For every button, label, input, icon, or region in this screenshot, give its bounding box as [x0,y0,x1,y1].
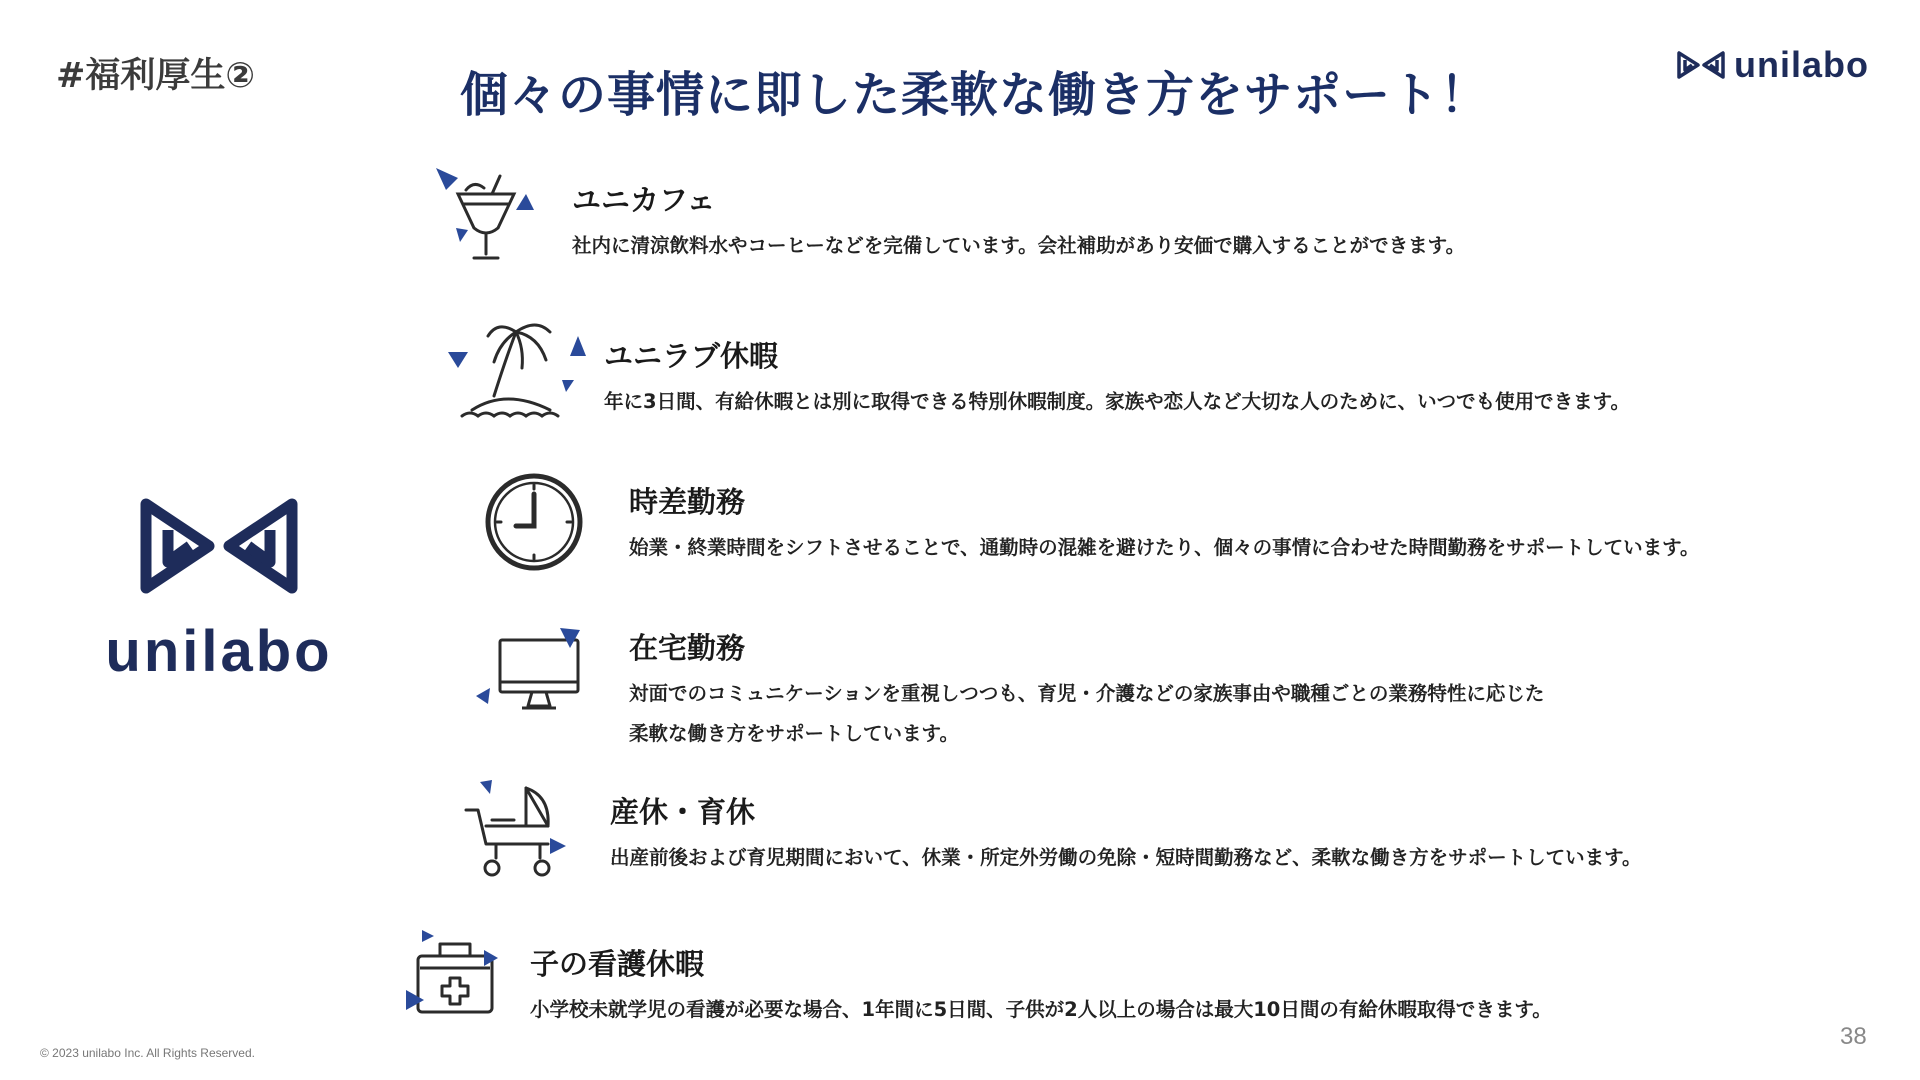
brand-logo-top [1676,44,1869,86]
benefit-title: 在宅勤務 [629,631,746,665]
copyright: © 2023 unilabo Inc. All Rights Reserved. [40,1046,255,1060]
benefit-title: 産休・育休 [610,795,756,829]
unilabo-mark-icon [134,496,304,596]
benefit-title: ユニカフェ [572,183,716,217]
brand-logo-large [94,496,344,685]
palm-island-icon [446,318,596,420]
page-title: 個々の事情に即した柔軟な働き方をサポート！ [460,67,1490,123]
benefit-description: 対面でのコミュニケーションを重視しつつも、育児・介護などの家族事由や職種ごとの業務特性に応じた [629,682,1545,705]
benefit-title: 子の看護休暇 [530,947,705,981]
section-tag: #福利厚生② [56,56,255,96]
benefit-description: 小学校未就学児の看護が必要な場合、1年間に5日間、子供が2人以上の場合は最大10日間の有給休暇取得できます。 [530,998,1552,1021]
brand-wordmark: unilabo [1734,44,1869,85]
benefit-title: 時差勤務 [629,485,746,519]
benefit-description: 年に3日間、有給休暇とは別に取得できる特別休暇制度。家族や恋人など大切な人のために、いつでも使用できます。 [604,390,1631,413]
brand-wordmark-large: unilabo [105,619,333,684]
benefit-description: 社内に清涼飲料水やコーヒーなどを完備しています。会社補助があり安価で購入することができます。 [572,234,1466,257]
unilabo-mark-icon [1676,50,1726,80]
monitor-icon [476,626,588,712]
first-aid-kit-icon [406,928,502,1020]
benefit-description: 柔軟な働き方をサポートしています。 [629,722,959,745]
clock-icon [484,472,584,572]
benefit-description: 出産前後および育児期間において、休業・所定外労働の免除・短時間勤務など、柔軟な働き方をサポートしています。 [610,846,1642,869]
tropical-drink-icon [436,168,536,272]
page-number: 38 [1840,1023,1867,1050]
benefit-description: 始業・終業時間をシフトさせることで、通勤時の混雑を避けたり、個々の事情に合わせた時間勤務をサポートしています。 [629,536,1700,559]
baby-stroller-icon [462,780,574,880]
benefit-title: ユニラブ休暇 [604,339,779,373]
